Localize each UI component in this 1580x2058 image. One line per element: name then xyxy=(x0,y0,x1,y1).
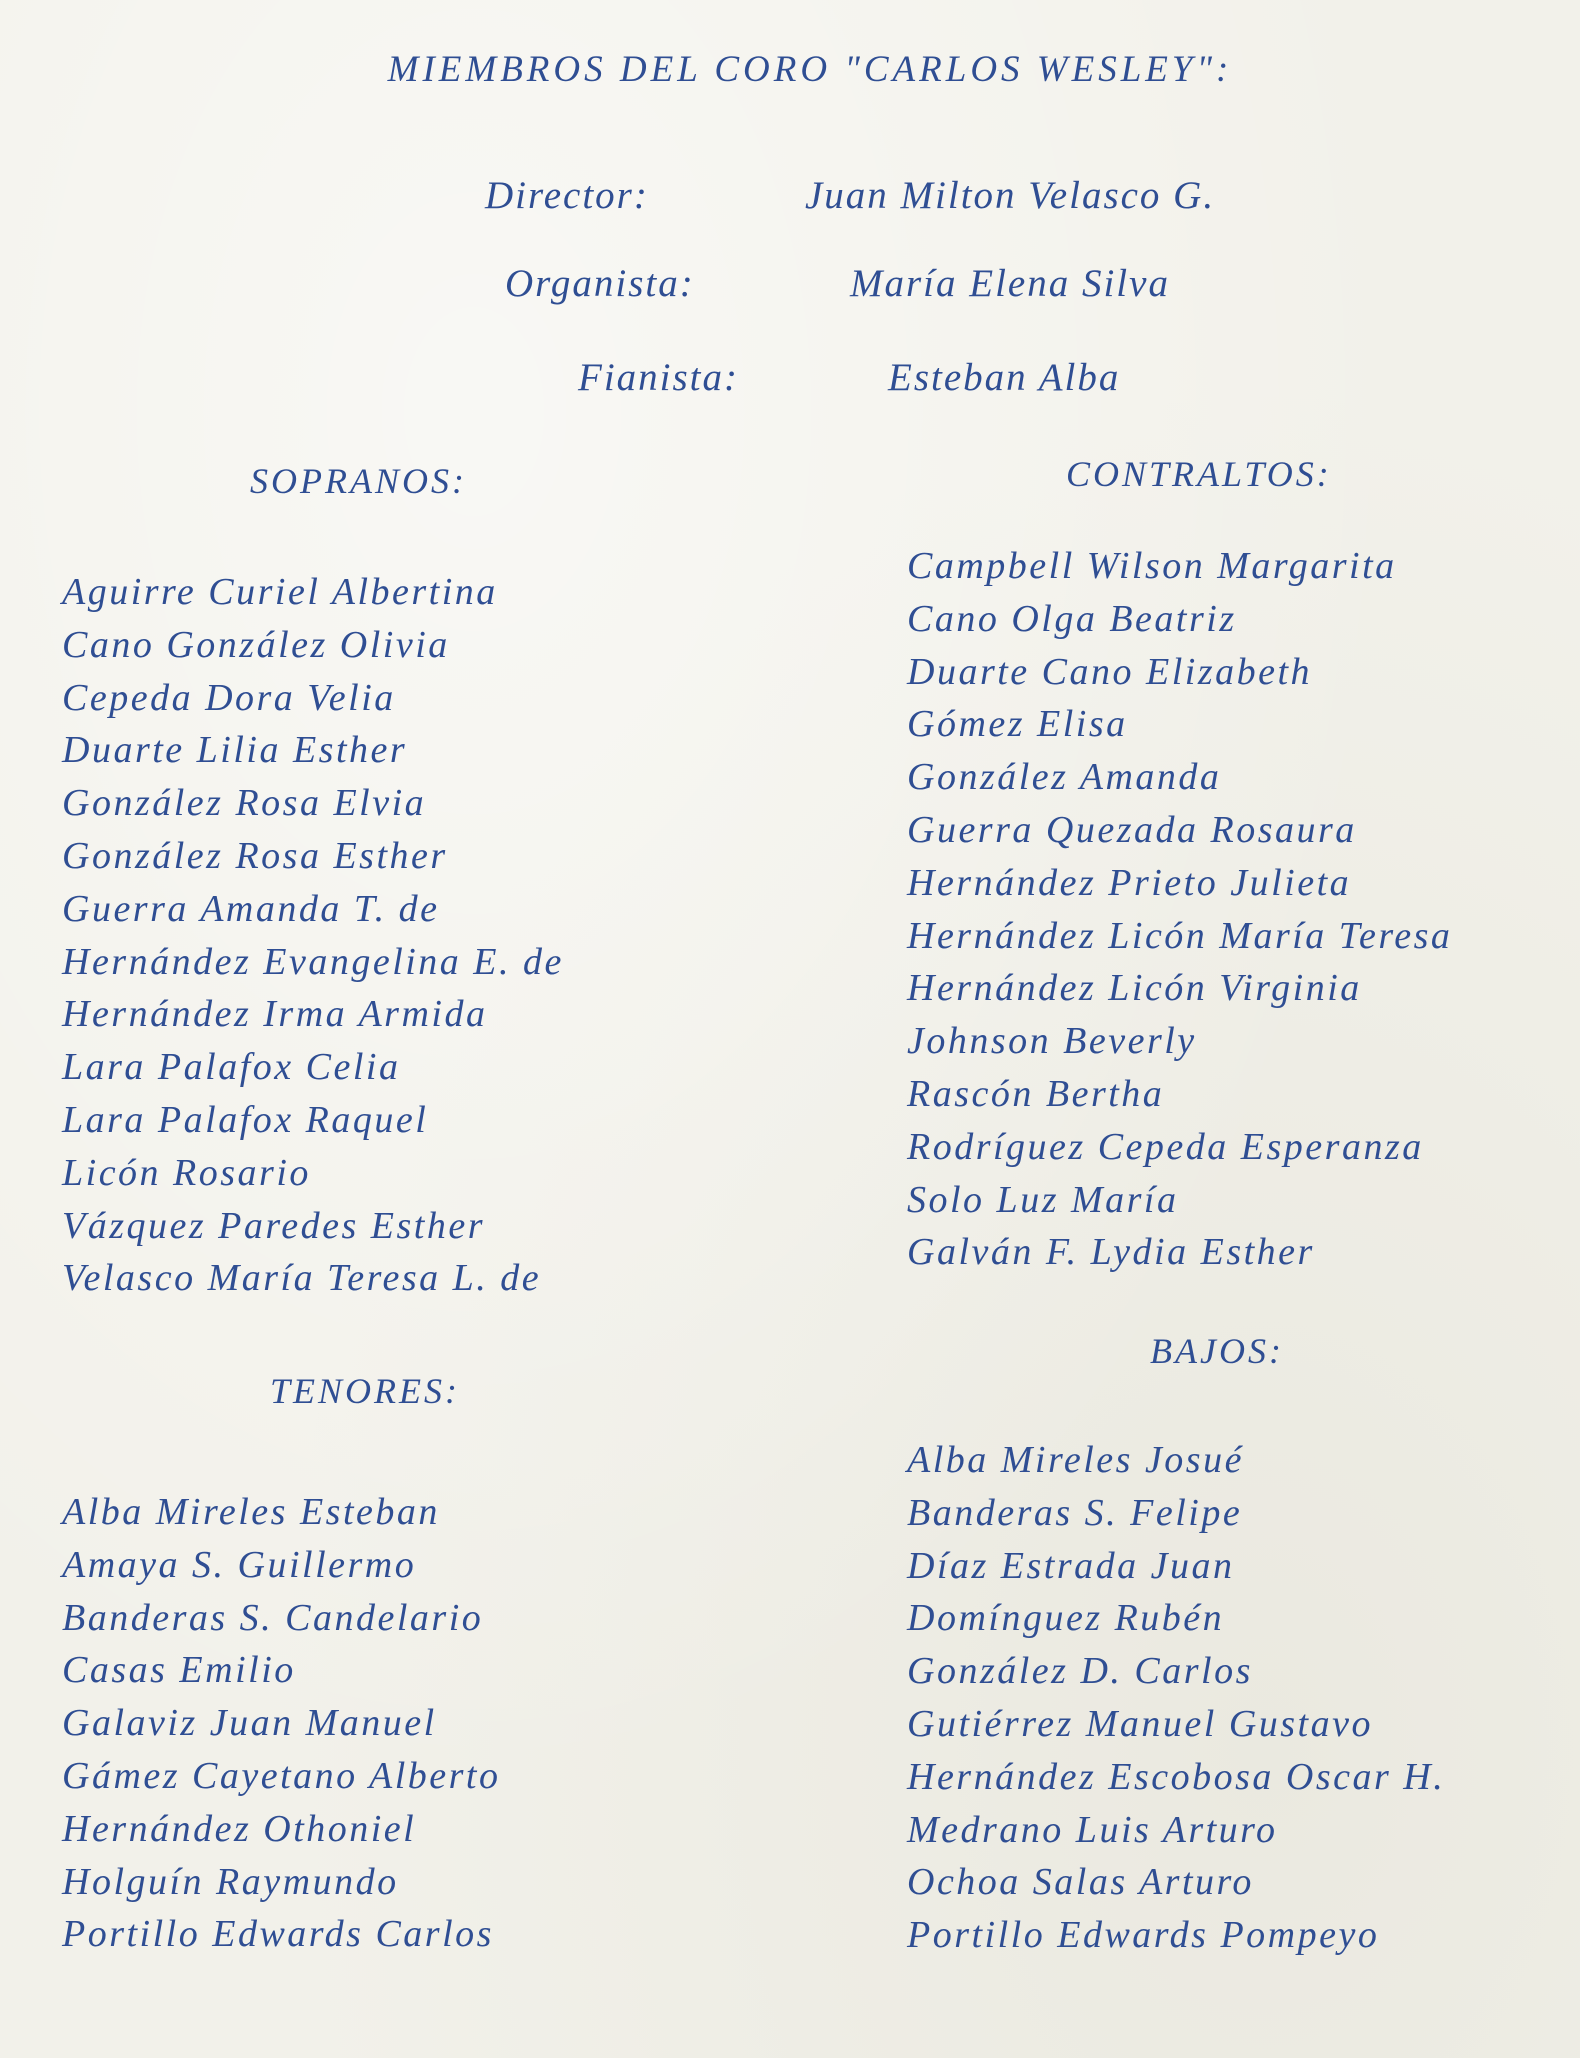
member-name: Hernández Prieto Julieta xyxy=(907,861,1352,904)
member-name: Alba Mireles Esteban xyxy=(62,1491,440,1533)
member-name: Lara Palafox Celia xyxy=(62,1046,401,1089)
section-heading-tenores: TENORES: xyxy=(270,1371,460,1411)
member-list-tenores xyxy=(62,1486,500,1961)
member-name: González Amanda xyxy=(907,756,1222,799)
member-name: Medrano Luis Arturo xyxy=(907,1808,1278,1851)
page-title: MIEMBROS DEL CORO "CARLOS WESLEY": xyxy=(387,49,1233,90)
member-list-bajos xyxy=(907,1434,1445,1962)
member-name: Amaya S. Guillermo xyxy=(62,1543,417,1586)
member-name: Holguín Raymundo xyxy=(62,1860,399,1903)
member-name: Hernández Licón María Teresa xyxy=(907,914,1453,957)
member-name: Aguirre Curiel Albertina xyxy=(62,571,498,613)
section-heading-bajos: BAJOS: xyxy=(1150,1331,1284,1371)
member-name: Hernández Escobosa Oscar H. xyxy=(907,1755,1446,1798)
role-name-director: Juan Milton Velasco G. xyxy=(805,174,1216,217)
section-heading-sopranos: SOPRANOS: xyxy=(250,461,467,501)
member-name: Hernández Othoniel xyxy=(62,1807,417,1850)
member-name: Casas Emilio xyxy=(62,1649,296,1692)
member-name: Hernández Irma Armida xyxy=(62,993,488,1036)
member-name: Rodríguez Cepeda Esperanza xyxy=(907,1125,1424,1168)
member-name: Gámez Cayetano Alberto xyxy=(62,1754,501,1797)
member-name: Lara Palafox Raquel xyxy=(62,1098,429,1141)
member-name: Gómez Elisa xyxy=(907,703,1128,746)
role-label-pianista: Fianista: xyxy=(578,356,739,399)
member-list-contraltos xyxy=(907,540,1452,1279)
member-name: Alba Mireles Josué xyxy=(907,1439,1244,1481)
member-name: Gutiérrez Manuel Gustavo xyxy=(907,1702,1373,1745)
member-name: Domínguez Rubén xyxy=(907,1597,1225,1640)
role-row-director xyxy=(0,171,1580,221)
member-name: Portillo Edwards Carlos xyxy=(62,1913,494,1956)
role-row-pianista xyxy=(0,353,1580,403)
member-name: Velasco María Teresa L. de xyxy=(62,1257,542,1300)
member-name: Campbell Wilson Margarita xyxy=(907,545,1397,587)
role-label-director: Director: xyxy=(485,174,649,217)
member-name: Galaviz Juan Manuel xyxy=(62,1702,437,1745)
role-label-organista: Organista: xyxy=(505,262,695,305)
member-name: Díaz Estrada Juan xyxy=(907,1544,1235,1587)
member-name: Cano Olga Beatriz xyxy=(907,597,1237,640)
member-name: Cano González Olivia xyxy=(62,623,450,666)
role-row-organista xyxy=(0,259,1580,309)
member-name: Hernández Evangelina E. de xyxy=(62,940,564,983)
member-name: Johnson Beverly xyxy=(907,1020,1197,1063)
member-name: Portillo Edwards Pompeyo xyxy=(907,1914,1380,1957)
member-name: Rascón Bertha xyxy=(907,1072,1165,1115)
member-name: Solo Luz María xyxy=(907,1178,1179,1221)
member-name: Ochoa Salas Arturo xyxy=(907,1861,1254,1904)
role-name-organista: María Elena Silva xyxy=(850,262,1170,305)
member-name: Duarte Cano Elizabeth xyxy=(907,650,1313,693)
member-name: Banderas S. Felipe xyxy=(907,1491,1243,1534)
member-list-sopranos xyxy=(62,566,564,1305)
member-name: Hernández Licón Virginia xyxy=(907,967,1362,1010)
member-name: Banderas S. Candelario xyxy=(62,1596,484,1639)
member-name: Licón Rosario xyxy=(62,1151,311,1194)
member-name: Vázquez Paredes Esther xyxy=(62,1204,485,1247)
section-heading-contraltos: CONTRALTOS: xyxy=(1066,454,1332,494)
member-name: Cepeda Dora Velia xyxy=(62,676,396,719)
member-name: Galván F. Lydia Esther xyxy=(907,1231,1315,1274)
member-name: Guerra Quezada Rosaura xyxy=(907,808,1357,851)
member-name: González Rosa Esther xyxy=(62,834,448,877)
role-name-pianista: Esteban Alba xyxy=(888,356,1121,399)
member-name: Guerra Amanda T. de xyxy=(62,887,440,930)
member-name: Duarte Lilia Esther xyxy=(62,729,408,772)
member-name: González D. Carlos xyxy=(907,1650,1253,1693)
member-name: González Rosa Elvia xyxy=(62,782,427,825)
